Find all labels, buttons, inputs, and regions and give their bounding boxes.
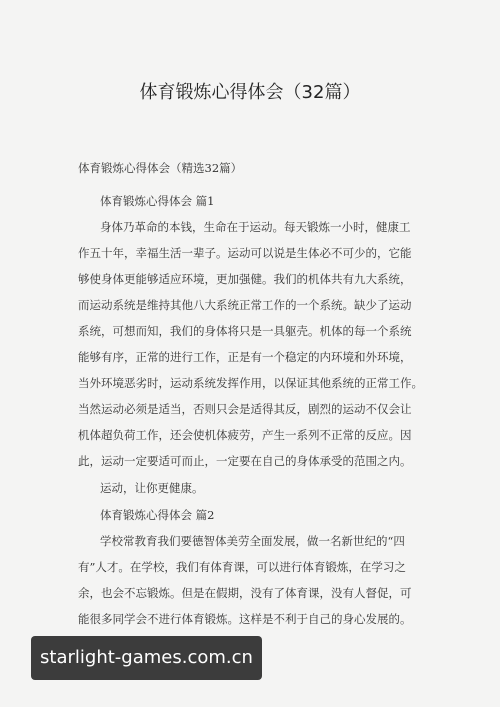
paragraph-line: 此，运动一定要适可而止，一定要在自己的身体承受的范围之内。 <box>78 454 412 468</box>
paragraph-line: 能够有序，正常的进行工作，正是有一个稳定的内环境和外环境， <box>78 350 412 364</box>
paragraph-line: 能很多同学会不进行体育锻炼。这样是不利于自己的身心发展的。 <box>78 612 412 626</box>
page-title: 体育锻炼心得体会（32篇） <box>139 82 361 103</box>
paragraph-line: 系统，可想而知，我们的身体将只是一具躯壳。机体的每一个系统 <box>78 324 412 338</box>
section-heading-2: 体育锻炼心得体会 篇2 <box>100 508 215 522</box>
paragraph-line: 当然运动必须是适当，否则只会是适得其反，剧烈的运动不仅会让 <box>78 402 412 416</box>
document-subtitle: 体育锻炼心得体会（精选32篇） <box>78 161 243 175</box>
section-heading-1: 体育锻炼心得体会 篇1 <box>100 194 215 208</box>
paragraph-line: 作五十年，幸福生活一辈子。运动可以说是生体必不可少的，它能 <box>78 246 412 260</box>
watermark-badge: starlight-games.com.cn <box>31 636 262 680</box>
paragraph-line: 而运动系统是维持其他八大系统正常工作的一个系统。缺少了运动 <box>78 298 412 312</box>
paragraph-line: 有”人才。在学校，我们有体育课，可以进行体育锻炼，在学习之 <box>78 560 406 574</box>
paragraph-line: 够使身体更能够适应环境，更加强健。我们的机体共有九大系统， <box>78 272 412 286</box>
paragraph-line: 学校常教育我们要德智体美劳全面发展，做一名新世纪的“四 <box>100 534 405 548</box>
paragraph-line: 余，也会不忘锻炼。但是在假期，没有了体育课，没有人督促，可 <box>78 586 412 600</box>
paragraph-line: 当外环境恶劣时，运动系统发挥作用，以保证其他系统的正常工作。 <box>78 376 423 390</box>
paragraph-line: 身体乃革命的本钱，生命在于运动。每天锻炼一小时，健康工 <box>100 220 411 234</box>
paragraph-line: 机体超负荷工作，还会使机体疲劳，产生一系列不正常的反应。因 <box>78 428 412 442</box>
paragraph-line: 运动，让你更健康。 <box>100 481 204 495</box>
